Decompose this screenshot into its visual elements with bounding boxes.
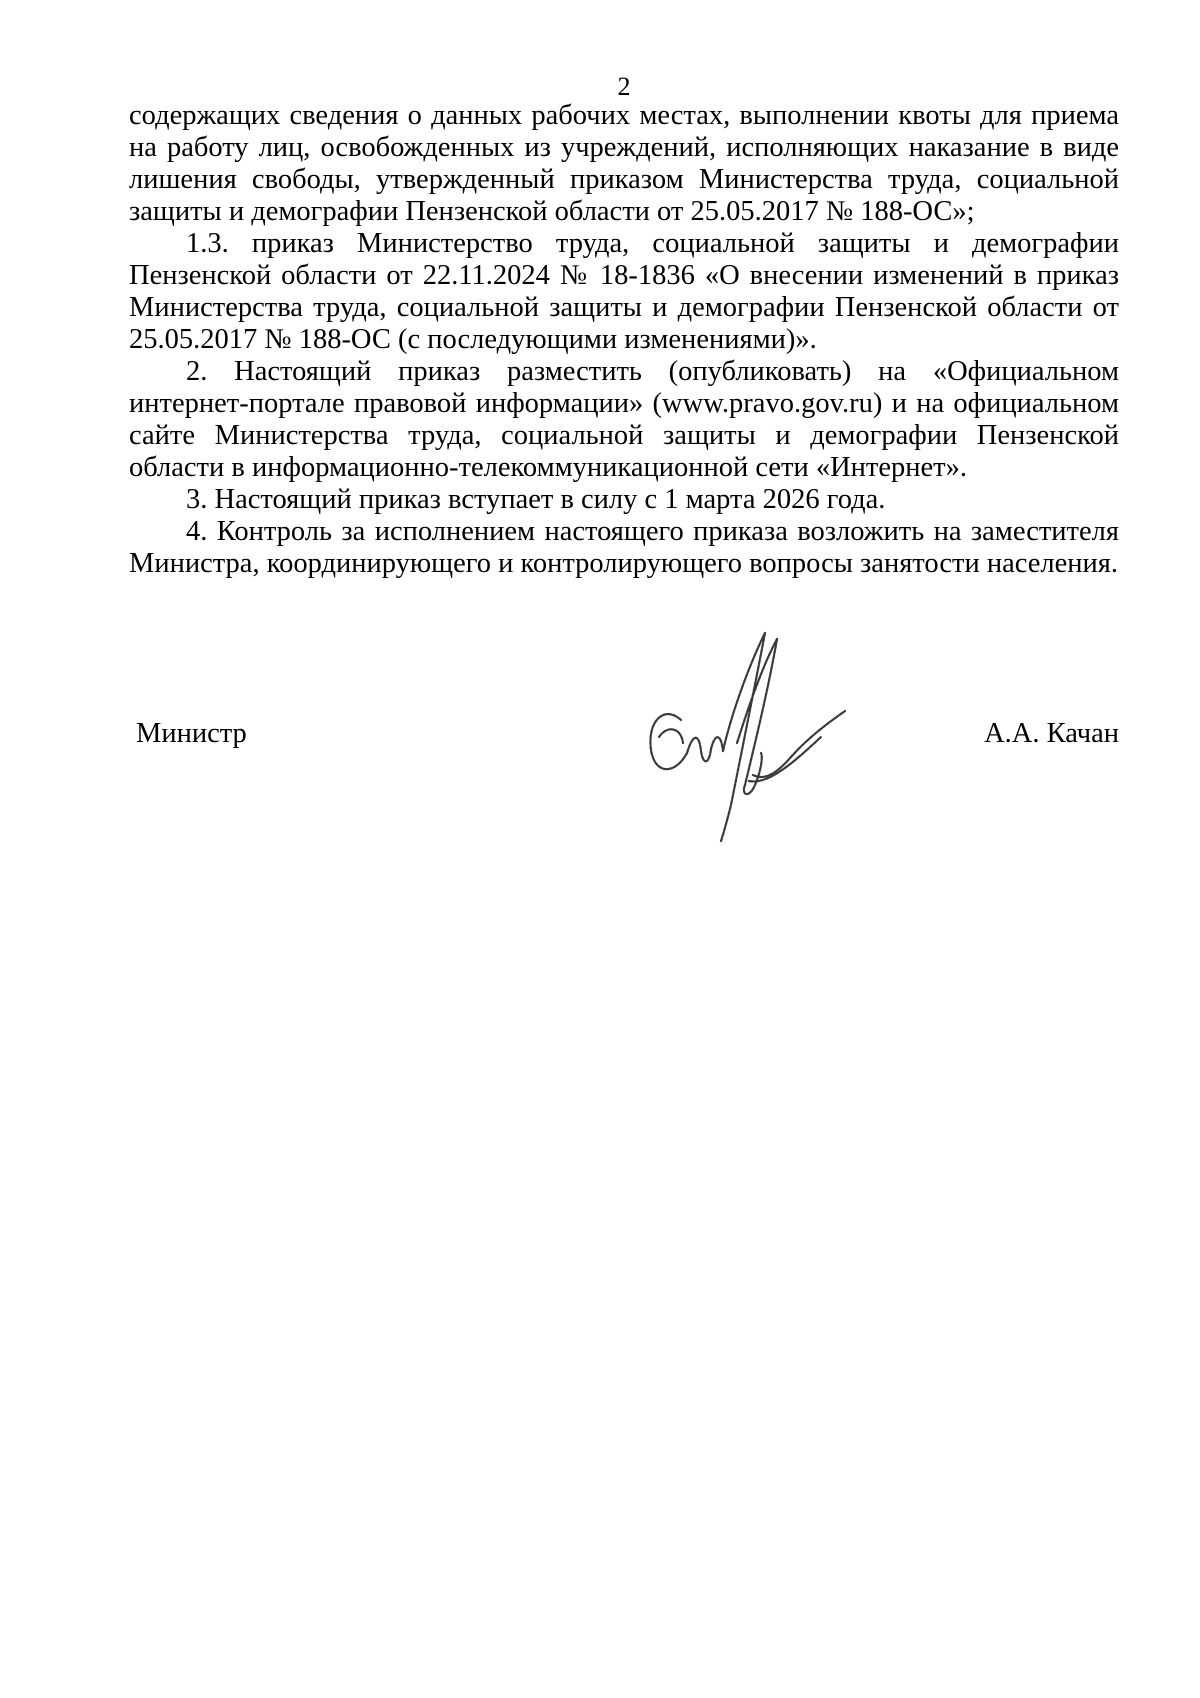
signatory-title: Министр (136, 718, 247, 749)
signatory-name: А.А. Качан (984, 718, 1119, 749)
page-number: 2 (617, 72, 631, 101)
paragraph-item-4: 4. Контроль за исполнением настоящего приказа возложить на заместителя Министра, координирующего и контролирующего вопросы занятости населения. (129, 516, 1119, 579)
paragraph-item-2: 2. Настоящий приказ разместить (опубликовать) на «Официальном интернет-портале правовой информации» (www.pravo.gov.ru) и на официальном сайте Министерства труда, социальной защиты и демографии Пензенской области в информационно-телекоммуникационной сети «Интернет». (129, 356, 1119, 483)
paragraph-item-3: 3. Настоящий приказ вступает в силу с 1 марта 2026 года. (186, 484, 886, 515)
handwritten-signature-icon (645, 625, 857, 847)
document-body (129, 100, 1119, 580)
paragraph-continuation: содержащих сведения о данных рабочих местах, выполнении квоты для приема на работу лиц, освобожденных из учреждений, исполняющих наказание в виде лишения свободы, утвержденный приказом Министерства труда, социальной защиты и демографии Пензенской области от 25.05.2017 № 188-ОС»; (129, 100, 1119, 227)
paragraph-item-1-3: 1.3. приказ Министерство труда, социальной защиты и демографии Пензенской области от 22.11.2024 № 18-1836 «О внесении изменений в приказ Министерства труда, социальной защиты и демографии Пензенской области от 25.05.2017 № 188-ОС (с последующими изменениями)». (129, 228, 1119, 355)
